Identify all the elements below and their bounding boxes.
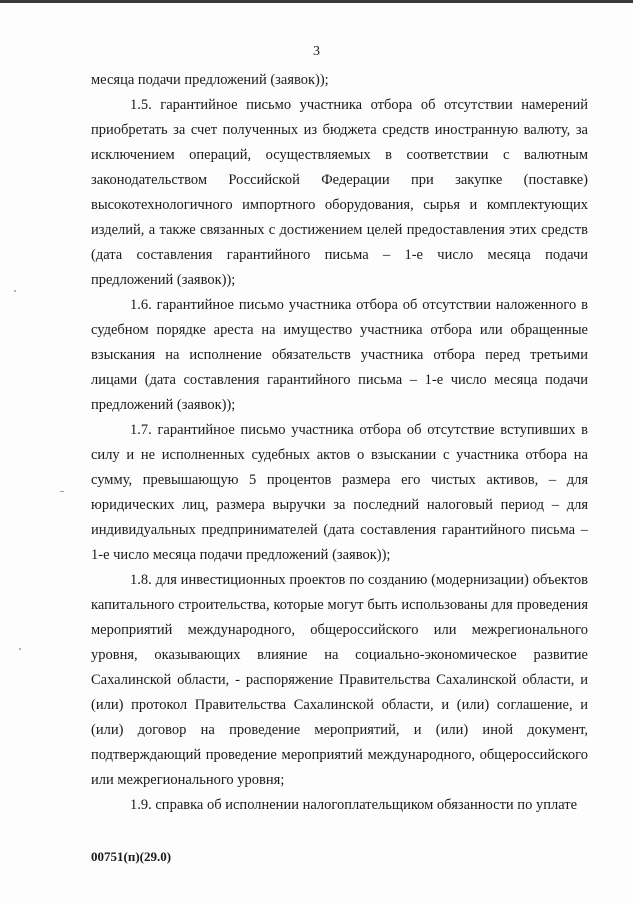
scan-speck bbox=[14, 290, 16, 292]
paragraph-1-7: 1.7. гарантийное письмо участника отбора об отсутствие вступивших в силу и не исполненных судебных актов о взыскании с участника отбора на сумму, превышающую 5 процентов размера его чистых активов, – для юридических лиц, размера выручки за последний налоговый период – для индивидуальных предпринимателей (дата составления гарантийного письма – 1-е число месяца подачи предложений (заявок)); bbox=[91, 422, 588, 563]
page-number: 3 bbox=[313, 44, 320, 59]
paragraph-1-9: 1.9. справка об исполнении налогоплательщиком обязанности по уплате bbox=[130, 797, 578, 813]
document-body bbox=[91, 68, 588, 818]
paragraph-1-6: 1.6. гарантийное письмо участника отбора об отсутствии наложенного в судебном порядке ареста на имущество участника отбора или обращенные взыскания на исполнение обязательств участника отбора перед третьими лицами (дата составления гарантийного письма – 1-е число месяца подачи предложений (заявок)); bbox=[91, 297, 588, 413]
scan-top-edge bbox=[0, 0, 633, 3]
paragraph-continuation: месяца подачи предложений (заявок)); bbox=[91, 72, 329, 88]
scan-speck bbox=[19, 648, 21, 650]
paragraph-1-8: 1.8. для инвестиционных проектов по созданию (модернизации) объектов капитального строительства, которые могут быть использованы для проведения мероприятий международного, общероссийского или межрегионального уровня, оказывающих влияние на социально-экономическое развитие Сахалинской области, - распоряжение Правительства Сахалинской области, и (или) протокол Правительства Сахалинской области, и (или) соглашение, и (или) договор на проведение мероприятий, и (или) иной документ, подтверждающий проведение мероприятий международного, общероссийского или межрегионального уровня; bbox=[91, 572, 588, 788]
scan-speck bbox=[60, 491, 64, 492]
paragraph-1-5: 1.5. гарантийное письмо участника отбора об отсутствии намерений приобретать за счет полученных из бюджета средств иностранную валюту, за исключением операций, осуществляемых в соответствии с валютным законодательством Российской Федерации при закупке (поставке) высокотехнологичного импортного оборудования, сырья и комплектующих изделий, а также связанных с достижением целей предоставления этих средств (дата составления гарантийного письма – 1-е число месяца подачи предложений (заявок)); bbox=[91, 97, 588, 288]
document-code: 00751(п)(29.0) bbox=[91, 849, 172, 864]
